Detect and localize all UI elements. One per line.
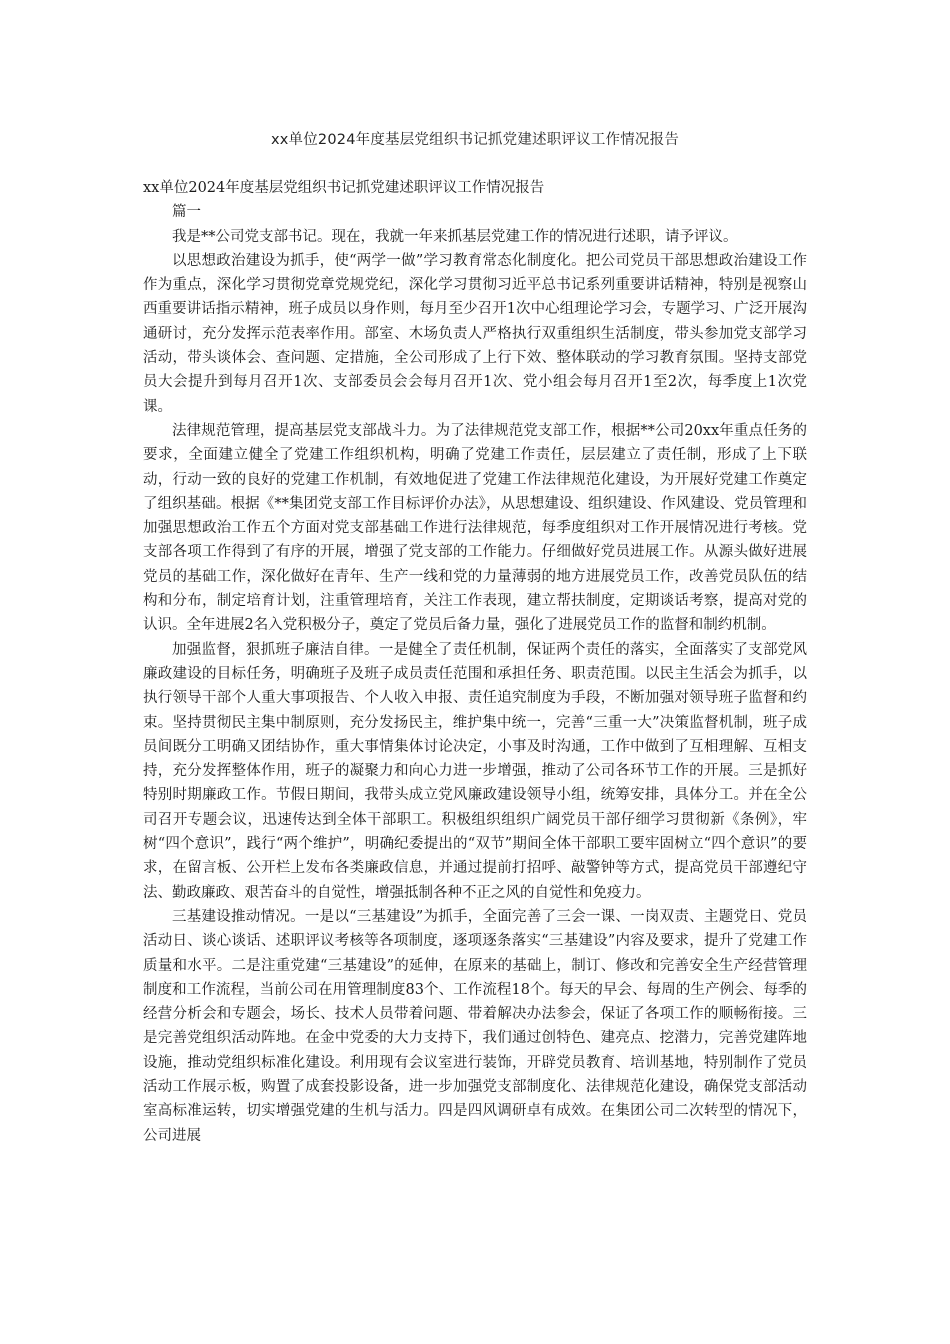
document-heading: xx单位2024年度基层党组织书记抓党建述职评议工作情况报告	[143, 180, 545, 196]
document-body	[143, 176, 807, 1148]
paragraph-three-basics: 三基建设推动情况。一是以“三基建设”为抓手，全面完善了三会一课、一岗双责、主题党日、党员活动日、谈心谈话、述职评议考核等各项制度，逐项逐条落实“三基建设”内容及要求，提升了党建工作质量和水平。二是注重党建“三基建设”的延伸，在原来的基础上，制订、修改和完善安全生产经营管理制度和工作流程，当前公司在用管理制度83个、工作流程18个。每天的早会、每周的生产例会、每季的经营分析会和专题会，场长、技术人员带着问题、带着解决办法参会，保证了各项工作的顺畅衔接。三是完善党组织活动阵地。在金中党委的大力支持下，我们通过创特色、建亮点、挖潜力，完善党建阵地设施，推动党组织标准化建设。利用现有会议室进行装饰，开辟党员教育、培训基地，特别制作了党员活动工作展示板，购置了成套投影设备，进一步加强党支部制度化、法律规范化建设，确保党支部活动室高标准运转，切实增强党建的生机与活力。四是四风调研卓有成效。在集团公司二次转型的情况下，公司进展	[143, 908, 807, 1144]
paragraph-political-building: 以思想政治建设为抓手，使“两学一做”学习教育常态化制度化。把公司党员干部思想政治建设工作作为重点，深化学习贯彻党章党规党纪，深化学习贯彻习近平总书记系列重要讲话精神，特别是视察山西重要讲话指示精神，班子成员以身作则，每月至少召开1次中心组理论学习会，专题学习、广泛开展沟通研讨，充分发挥示范表率作用。部室、木场负责人严格执行双重组织生活制度，带头参加党支部学习活动，带头谈体会、查问题、定措施，全公司形成了上行下效、整体联动的学习教育氛围。坚持支部党员大会提升到每月召开1次、支部委员会会每月召开1次、党小组会每月召开1至2次，每季度上1次党课。	[143, 252, 807, 415]
paragraph-supervision: 加强监督，狠抓班子廉洁自律。一是健全了责任机制，保证两个责任的落实，全面落实了支部党风廉政建设的目标任务，明确班子及班子成员责任范围和承担任务、职责范围。以民主生活会为抓手，以执行领导干部个人重大事项报告、个人收入申报、责任追究制度为手段，不断加强对领导班子监督和约束。坚持贯彻民主集中制原则，充分发扬民主，维护集中统一，完善“三重一大”决策监督机制，班子成员间既分工明确又团结协作，重大事情集体讨论决定，小事及时沟通，工作中做到了互相理解、互相支持，充分发挥整体作用，班子的凝聚力和向心力进一步增强，推动了公司各环节工作的开展。三是抓好特别时期廉政工作。节假日期间，我带头成立党风廉政建设领导小组，统筹安排，具体分工。并在全公司召开专题会议，迅速传达到全体干部职工。积极组织组织广阔党员干部仔细学习贯彻新《条例》，牢树“四个意识”，践行“两个维护”，明确纪委提出的“双节”期间全体干部职工要牢固树立“四个意识”的要求，在留言板、公开栏上发布各类廉政信息，并通过提前打招呼、敲警钟等方式，提高党员干部遵纪守法、勤政廉政、艰苦奋斗的自觉性，增强抵制各种不正之风的自觉性和免疫力。	[143, 641, 807, 901]
paragraph-intro: 我是**公司党支部书记。现在，我就一年来抓基层党建工作的情况进行述职，请予评议。	[172, 228, 738, 245]
paragraph-legal-management: 法律规范管理，提高基层党支部战斗力。为了法律规范党支部工作，根据**公司20xx年重点任务的要求，全面建立健全了党建工作组织机构，明确了党建工作责任，层层建立了责任制，形成了上下联动，行动一致的良好的党建工作机制，有效地促进了党建工作法律规范化建设，为开展好党建工作奠定了组织基础。根据《**集团党支部工作目标评价办法》，从思想建设、组织建设、作风建设、党员管理和加强思想政治工作五个方面对党支部基础工作进行法律规范，每季度组织对工作开展情况进行考核。党支部各项工作得到了有序的开展，增强了党支部的工作能力。仔细做好党员进展工作。从源头做好进展党员的基础工作，深化做好在青年、生产一线和党的力量薄弱的地方进展党员工作，改善党员队伍的结构和分布，制定培育计划，注重管理培育，关注工作表现，建立帮扶制度，定期谈话考察，提高对党的认识。全年进展2名入党积极分子，奠定了党员后备力量，强化了进展党员工作的监督和制约机制。	[143, 422, 807, 634]
document-title: xx单位2024年度基层党组织书记抓党建述职评议工作情况报告	[270, 132, 680, 148]
section-label: 篇一	[172, 204, 201, 221]
